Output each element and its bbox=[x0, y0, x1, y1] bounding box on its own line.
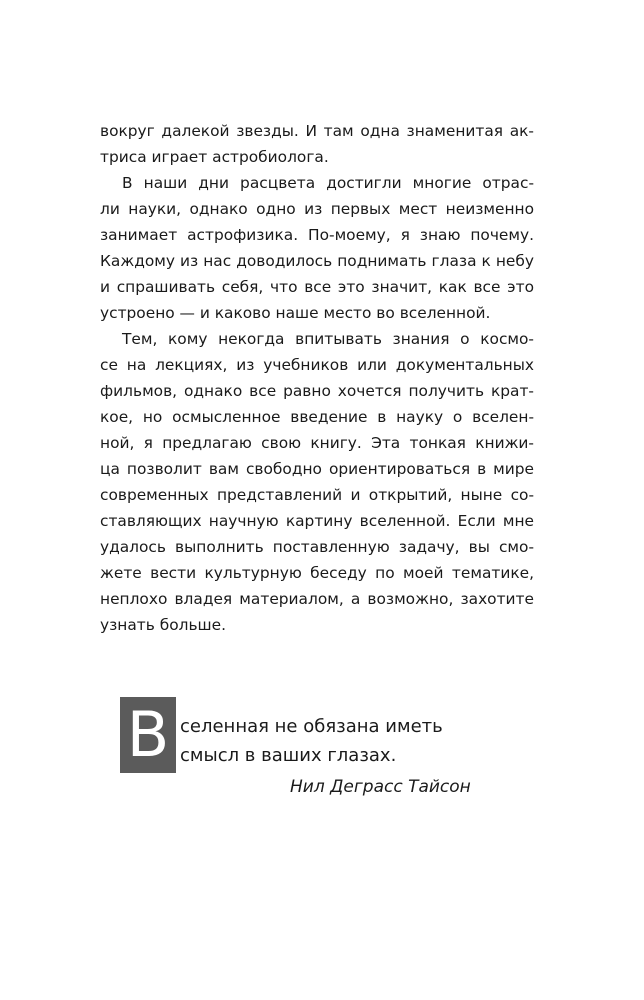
text-line: ли науки, однако одно из первых мест неизменно bbox=[100, 200, 534, 218]
quote-author: Нил Деграсс Тайсон bbox=[290, 777, 471, 797]
text-line: устроено — и каково наше место во вселенной. bbox=[100, 304, 491, 322]
text-line: Тем, кому некогда впитывать знания о космо- bbox=[122, 330, 534, 348]
text-line: В наши дни расцвета достигли многие отрас- bbox=[122, 174, 534, 192]
text-line: кое, но осмысленное введение в науку о вселен- bbox=[100, 408, 534, 426]
paragraph-3 bbox=[100, 326, 534, 638]
paragraph-1 bbox=[100, 118, 534, 170]
text-line: неплохо владея материалом, а возможно, захотите bbox=[100, 590, 534, 608]
text-line: современных представлений и открытий, ныне со- bbox=[100, 486, 534, 504]
text-line: удалось выполнить поставленную задачу, вы смо- bbox=[100, 538, 534, 556]
drop-cap: В bbox=[120, 697, 176, 773]
text-line: фильмов, однако все равно хочется получить крат- bbox=[100, 382, 534, 400]
epigraph-quote bbox=[120, 697, 540, 807]
text-line: ца позволит вам свободно ориентироваться в мире bbox=[100, 460, 534, 478]
text-line: и спрашивать себя, что все это значит, как все это bbox=[100, 278, 534, 296]
text-line: се на лекциях, из учебников или документальных bbox=[100, 356, 534, 374]
body-text bbox=[100, 118, 534, 638]
text-line: узнать больше. bbox=[100, 616, 226, 634]
text-line: ной, я предлагаю свою книгу. Эта тонкая книжи- bbox=[100, 434, 534, 452]
text-line: вокруг далекой звезды. И там одна знаменитая ак- bbox=[100, 122, 534, 140]
text-line: триса играет астробиолога. bbox=[100, 148, 329, 166]
quote-line-2: смысл в ваших глазах. bbox=[180, 745, 397, 766]
text-line: Каждому из нас доводилось поднимать глаза к небу bbox=[100, 252, 534, 270]
text-line: ставляющих научную картину вселенной. Если мне bbox=[100, 512, 534, 530]
text-line: жете вести культурную беседу по моей тематике, bbox=[100, 564, 534, 582]
quote-line-1: селенная не обязана иметь bbox=[180, 716, 443, 737]
paragraph-2 bbox=[100, 170, 534, 326]
text-line: занимает астрофизика. По-моему, я знаю почему. bbox=[100, 226, 534, 244]
